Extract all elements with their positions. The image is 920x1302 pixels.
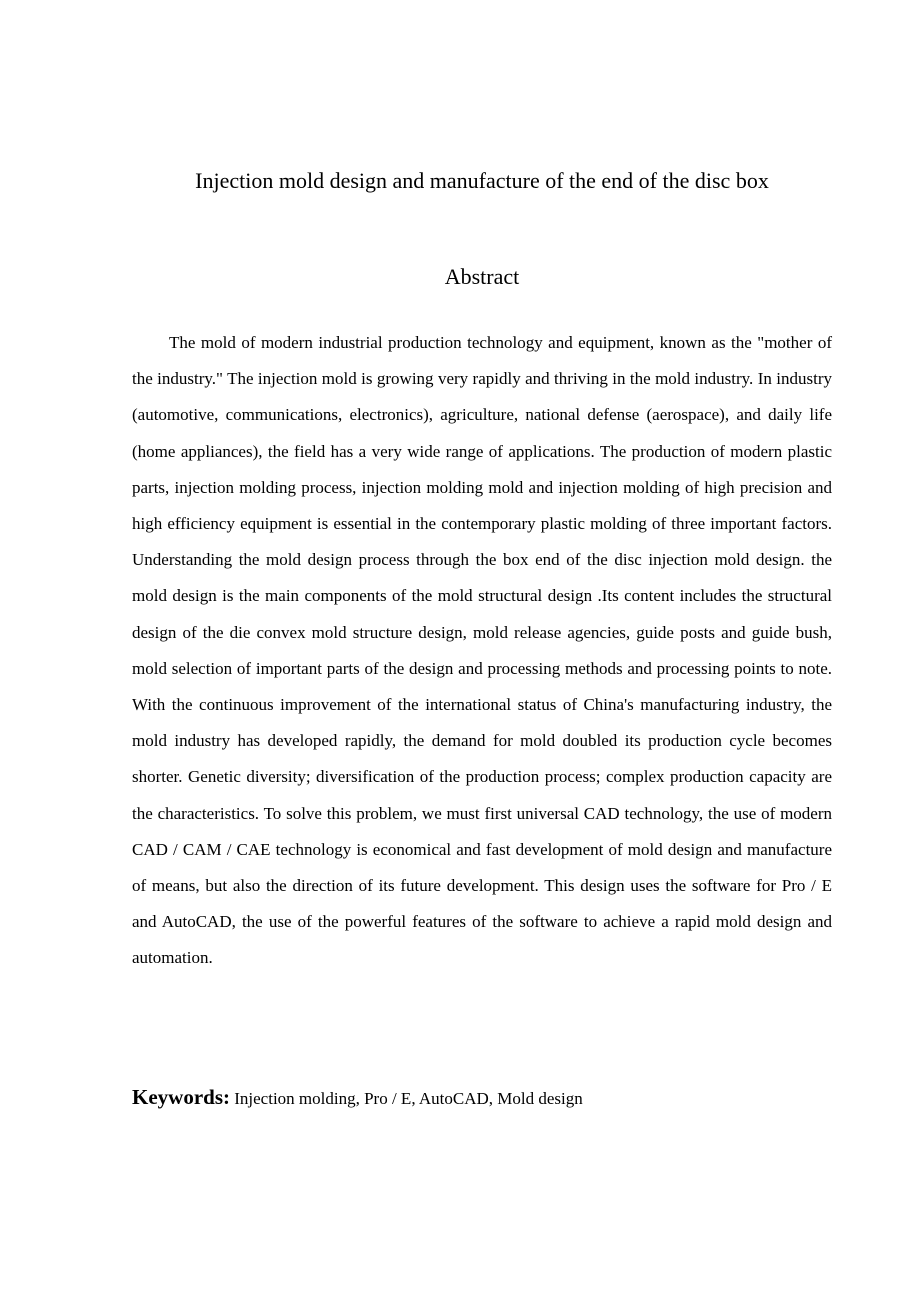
abstract-heading: Abstract [444,264,520,289]
keywords-line [132,1081,832,1116]
keywords-text: Injection molding, Pro / E, AutoCAD, Mold design [230,1089,583,1108]
document-title: Injection mold design and manufacture of the end of the disc box [195,168,769,193]
abstract-body: The mold of modern industrial production technology and equipment, known as the "mother of the industry." The injection mold is growing very rapidly and thriving in the mold industry. In industry (automotive, communications, electronics), agriculture, national defense (aerospace), and daily life (home appliances), the field has a very wide range of applications. The production of modern plastic parts, injection molding process, injection molding mold and injection molding of high precision and high efficiency equipment is essential in the contemporary plastic molding of three important factors. Understanding the mold design process through the box end of the disc injection mold design. the mold design is the main components of the mold structural design .Its content includes the structural design of the die convex mold structure design, mold release agencies, guide posts and guide bush, mold selection of important parts of the design and processing methods and processing points to note. With the continuous improvement of the international status of China's manufacturing industry, the mold industry has developed rapidly, the demand for mold doubled its production cycle becomes shorter. Genetic diversity; diversification of the production process; complex production capacity are the characteristics. To solve this problem, we must first universal CAD technology, the use of modern CAD / CAM / CAE technology is economical and fast development of mold design and manufacture of means, but also the direction of its future development. This design uses the software for Pro / E and AutoCAD, the use of the powerful features of the software to achieve a rapid mold design and automation. [132,333,832,968]
keywords-label: Keywords: [132,1085,230,1109]
